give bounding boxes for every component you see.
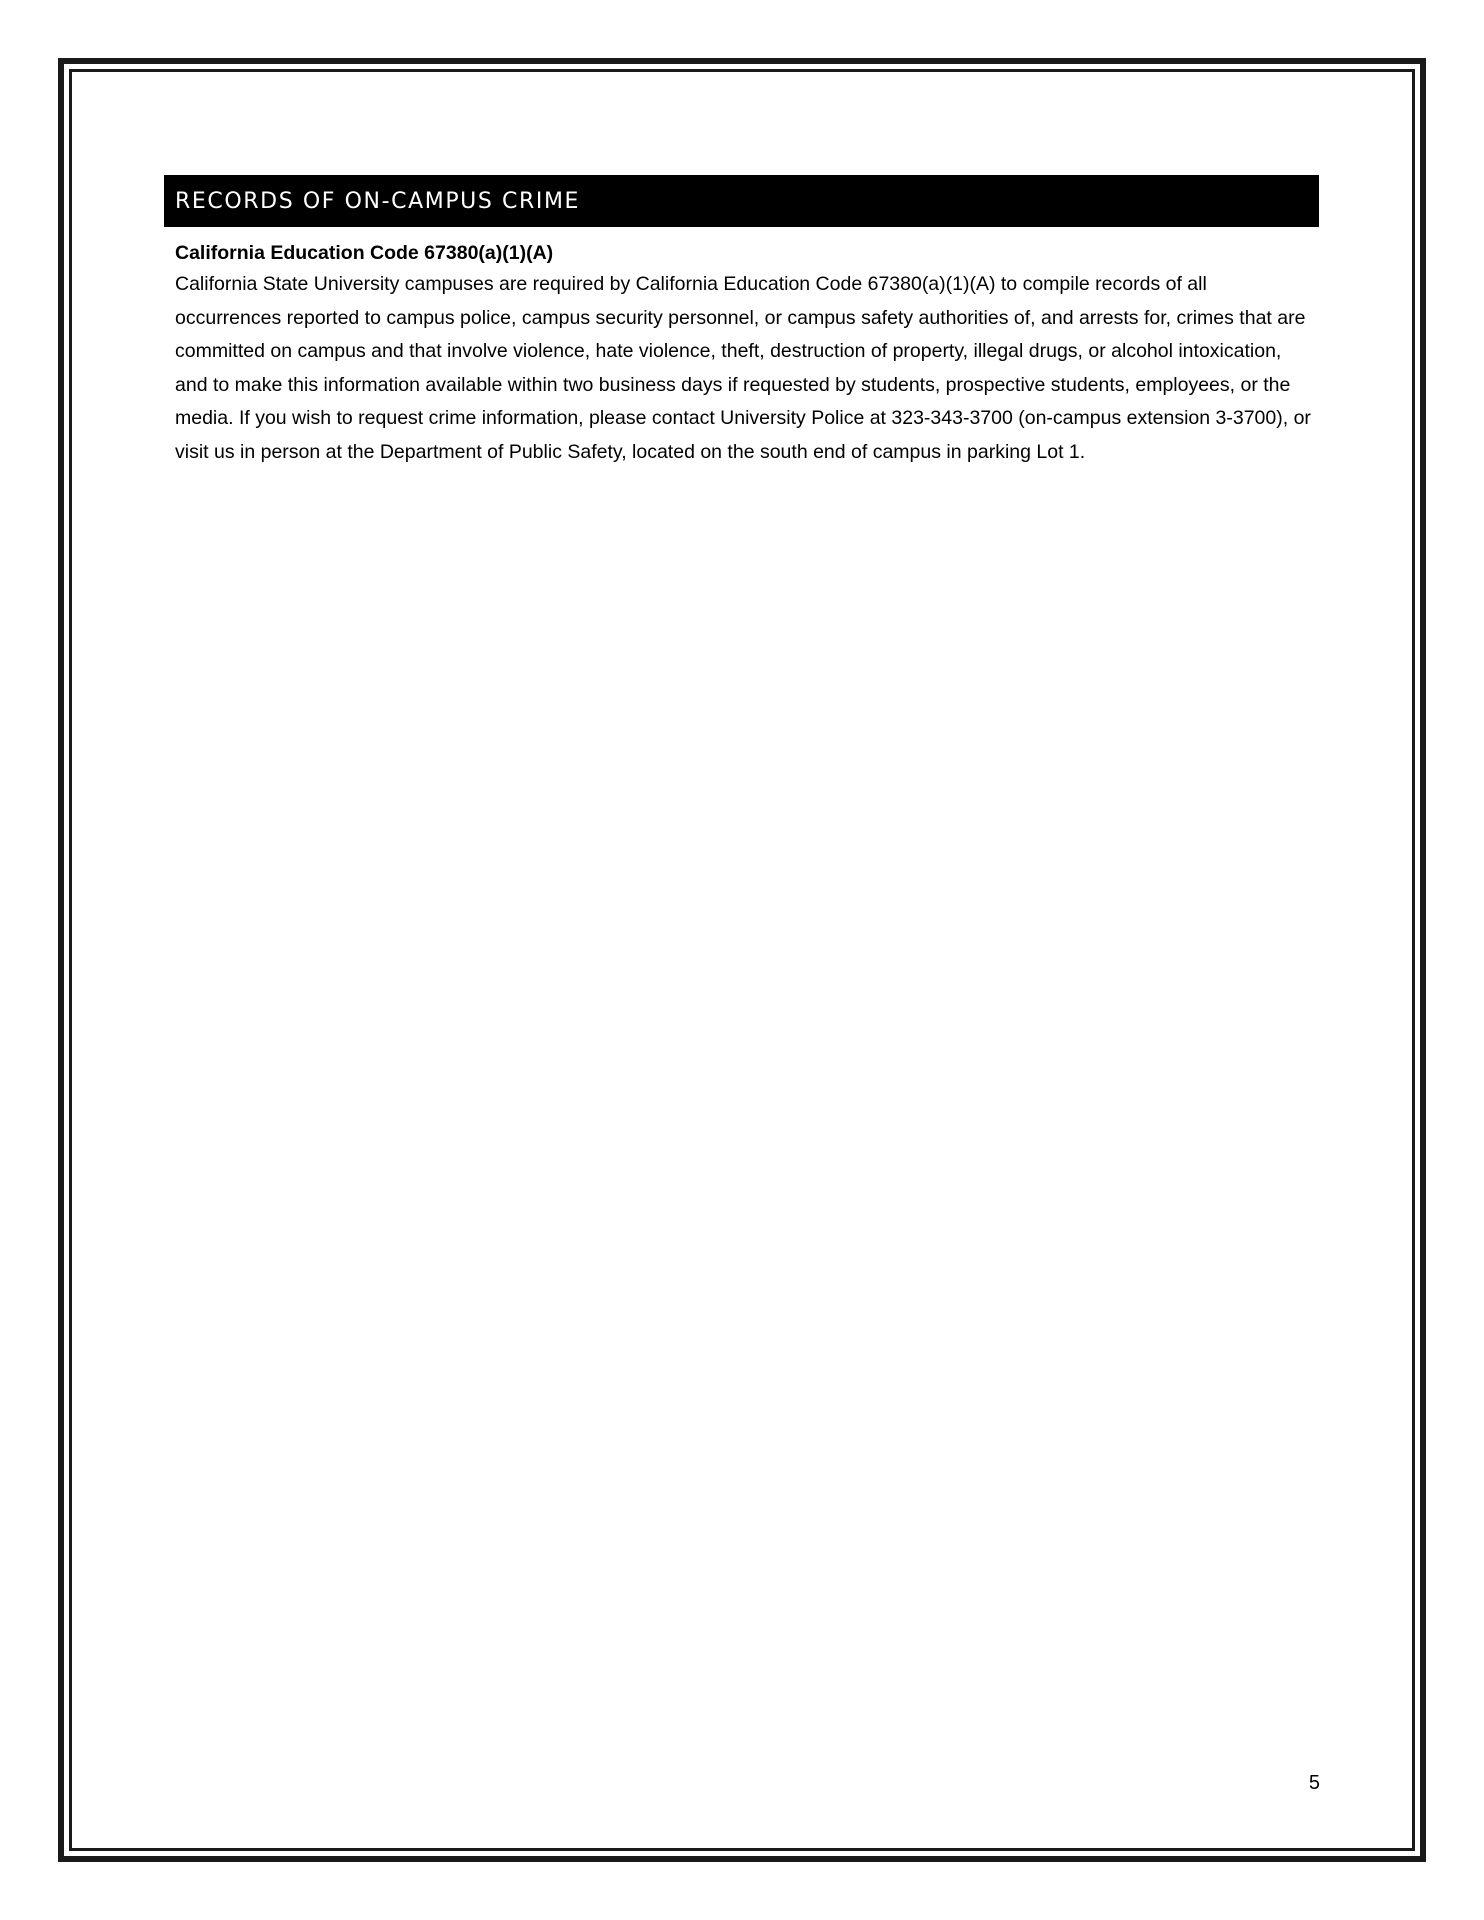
section-title: RECORDS OF ON-CAMPUS CRIME bbox=[175, 188, 581, 214]
records-paragraph: California State University campuses are required by California Education Code 67380(a)(1)(A) to compile records of all occurrences reported to campus police, campus security personnel, or campus safety authorities of, and arrests for, crimes that are committed on campus and that involve violence, hate violence, theft, destruction of property, illegal drugs, or alcohol intoxication, and to make this information available within two business days if requested by students, prospective students, employees, or the media. If you wish to request crime information, please contact University Police at 323-343-3700 (on-campus extension 3-3700), or visit us in person at the Department of Public Safety, located on the south end of campus in parking Lot 1. bbox=[175, 273, 1311, 463]
page-number: 5 bbox=[1308, 1772, 1320, 1794]
section-header-bar bbox=[164, 175, 1319, 227]
section-content bbox=[175, 238, 1313, 470]
education-code-subheading: California Education Code 67380(a)(1)(A) bbox=[175, 242, 554, 264]
